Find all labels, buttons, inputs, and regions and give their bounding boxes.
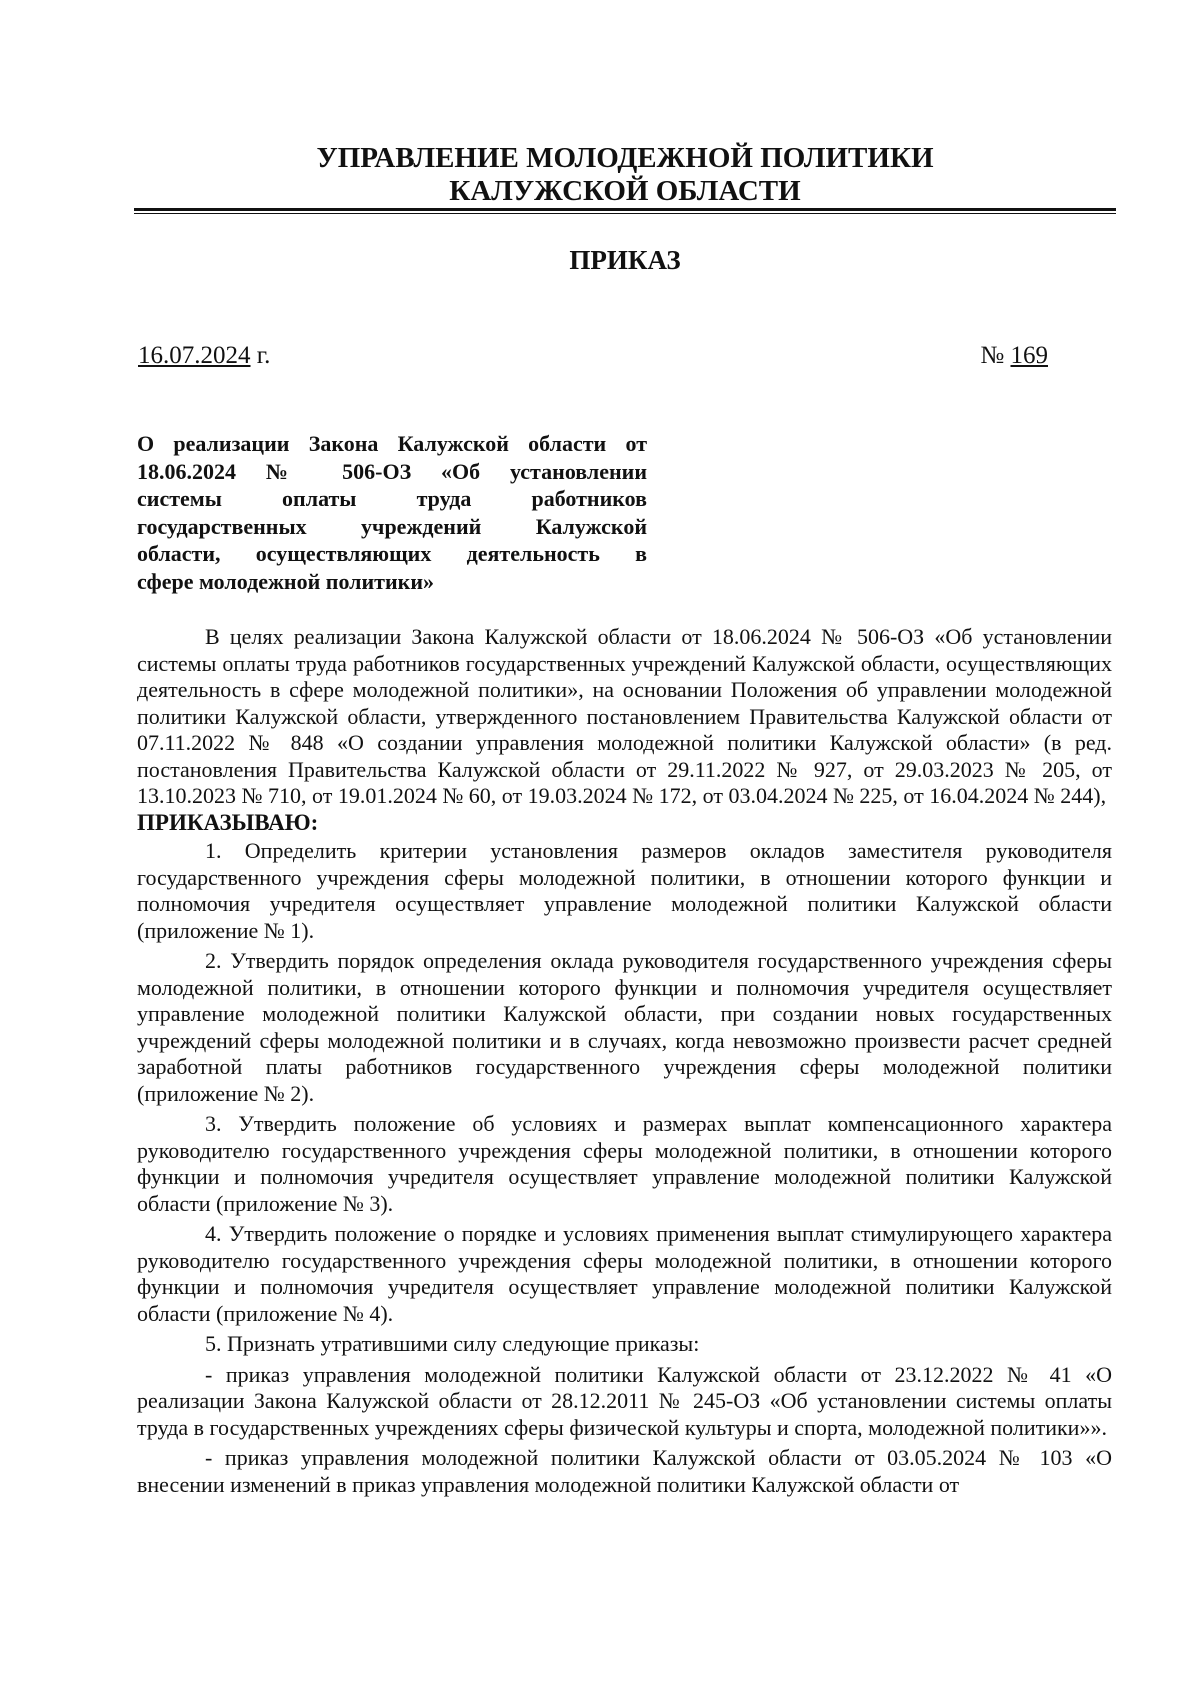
preamble-paragraph: В целях реализации Закона Калужской области от 18.06.2024 № 506-ОЗ «Об установлении системы оплаты труда работников государственных учреждений Калужской области, осуществляющих деятельность в сфере молодежной политики», на основании Положения об управлении молодежной политики Калужской области, утвержденного постановлением Правительства Калужской области от 07.11.2022 № 848 «О создании управления молодежной политики Калужской области» (в ред. постановления Правительства Калужской области от 29.11.2022 № 927, от 29.03.2023 № 205, от 13.10.2023 № 710, от 19.01.2024 № 60, от 19.03.2024 № 172, от 03.04.2024 № 225, от 16.04.2024 № 244), [137,624,1112,808]
order-word [137,810,1112,837]
organization-header [134,142,1116,208]
subject-line: государственных учреждений Калужской [137,513,647,539]
date-suffix: г. [250,342,271,369]
organization-name-line2: КАЛУЖСКОЙ ОБЛАСТИ [449,175,801,207]
number-value: 169 [1010,342,1048,369]
number-prefix: № [980,342,1011,369]
document-type-title: ПРИКАЗ [569,245,681,275]
organization-name-line1: УПРАВЛЕНИЕ МОЛОДЕЖНОЙ ПОЛИТИКИ [316,142,934,174]
order-item-4: 4. Утвердить положение о порядке и условиях применения выплат стимулирующего характера руководителю государственного учреждения сферы молодежной политики, в отношении которого функции и полномочия учредителя осуществляет управление молодежной политики Калужской области (приложение № 4). [137,1221,1112,1326]
order-item-1: 1. Определить критерии установления размеров окладов заместителя руководителя государственного учреждения сферы молодежной политики, в отношении которого функции и полномочия учредителя осуществляет управление молодежной политики Калужской области (приложение № 1). [137,838,1112,943]
repealed-order-1: - приказ управления молодежной политики Калужской области от 23.12.2022 № 41 «О реализации Закона Калужской области от 28.12.2011 № 245-ОЗ «Об установлении системы оплаты труда в государственных учреждениях сферы физической культуры и спорта, молодежной политики»». [137,1361,1112,1440]
order-item-2: 2. Утвердить порядок определения оклада руководителя государственного учреждения сферы молодежной политики, в отношении которого функции и полномочия учредителя осуществляет управление молодежной политики Калужской области, при создании новых государственных учреждений сферы молодежной политики и в случаях, когда невозможно произвести расчет средней заработной платы работников государственного учреждения сферы молодежной политики (приложение № 2). [137,948,1112,1106]
subject-line: сфере молодежной политики» [137,568,435,594]
repealed-order-2: - приказ управления молодежной политики Калужской области от 03.05.2024 № 103 «О внесении изменений в приказ управления молодежной политики Калужской области от [137,1445,1112,1497]
document-subject [137,430,647,595]
order-item-3: 3. Утвердить положение об условиях и размерах выплат компенсационного характера руководителю государственного учреждения сферы молодежной политики, в отношении которого функции и полномочия учредителя осуществляет управление молодежной политики Калужской области (приложение № 3). [137,1111,1112,1216]
document-date [138,342,270,370]
order-item-5: 5. Признать утратившими силу следующие приказы: [205,1331,700,1356]
date-value: 16.07.2024 [138,342,251,369]
document-body [137,624,1112,1498]
date-number-line [138,342,1048,370]
subject-line: 18.06.2024 № 506-ОЗ «Об установлении [137,458,647,484]
document-number [980,342,1048,370]
subject-line: системы оплаты труда работников [137,486,647,511]
order-word-text: ПРИКАЗЫВАЮ: [137,809,319,835]
subject-line: О реализации Закона Калужской области от [137,431,647,456]
header-divider [134,208,1116,214]
subject-line: области, осуществляющих деятельность в [137,541,647,566]
